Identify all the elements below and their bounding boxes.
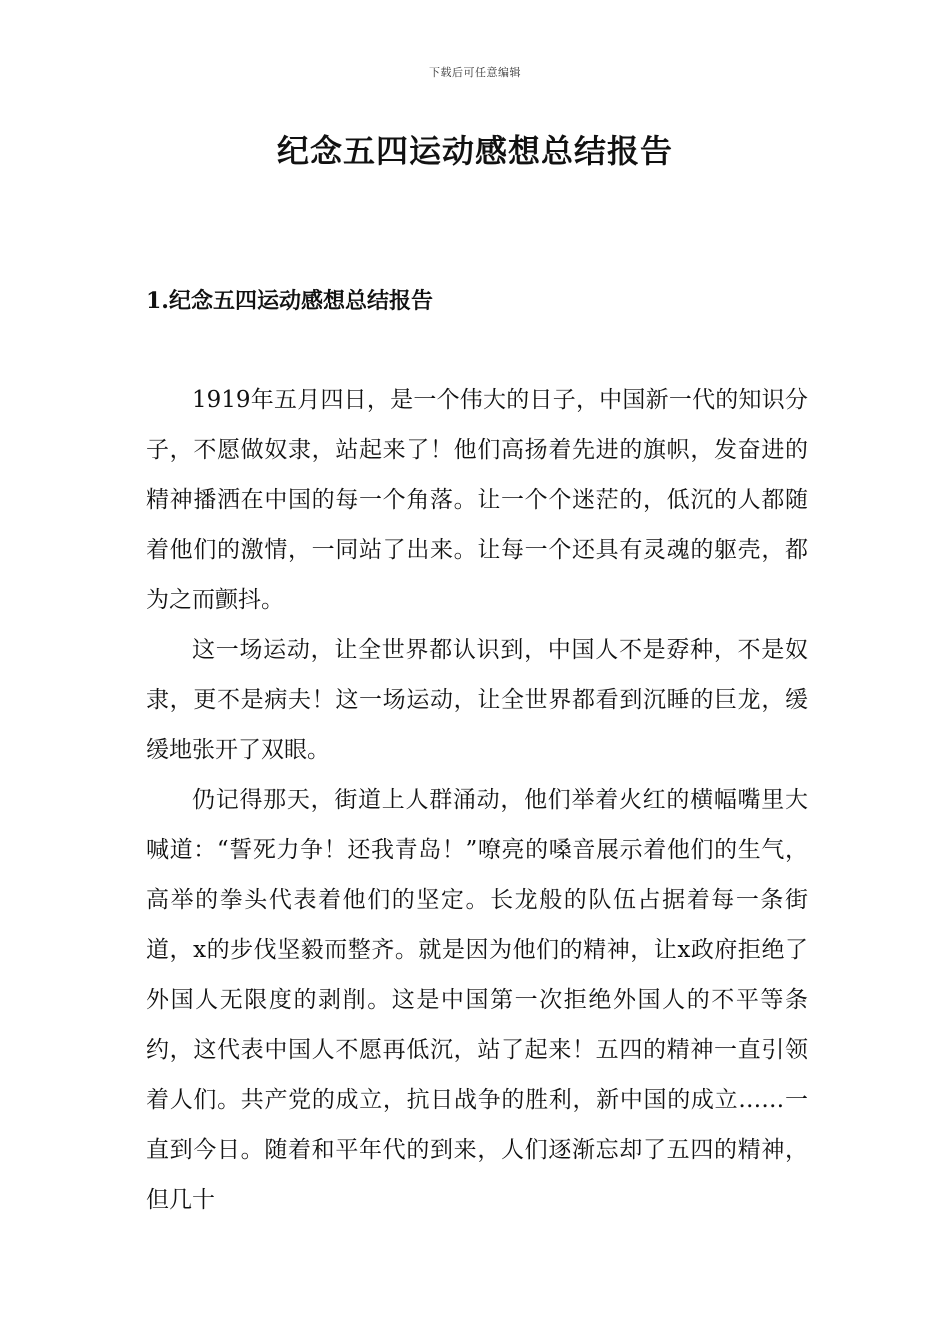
paragraph-2: 这一场运动，让全世界都认识到，中国人不是孬种，不是奴隶，更不是病夫！这一场运动，让全世界都看到沉睡的巨龙，缓缓地张开了双眼。: [146, 637, 808, 763]
document-title: 纪念五四运动感想总结报告: [276, 132, 673, 170]
paragraph-1: 1919年五月四日，是一个伟大的日子，中国新一代的知识分子，不愿做奴隶，站起来了！他们高扬着先进的旗帜，发奋进的精神播洒在中国的每一个角落。让一个个迷茫的，低沉的人都随着他们的激情，一同站了出来。让每一个还具有灵魂的躯壳，都为之而颤抖。: [146, 387, 808, 613]
paragraph-3: 仍记得那天，街道上人群涌动，他们举着火红的横幅嘴里大喊道：“誓死力争！还我青岛！”嘹亮的嗓音展示着他们的生气，高举的拳头代表着他们的坚定。长龙般的队伍占据着每一条街道，x的步伐坚毅而整齐。就是因为他们的精神，让x政府拒绝了外国人无限度的剥削。这是中国第一次拒绝外国人的不平等条约，这代表中国人不愿再低沉，站了起来！五四的精神一直引领着人们。共产党的成立，抗日战争的胜利，新中国的成立……一直到今日。随着和平年代的到来，人们逐渐忘却了五四的精神，但几十: [146, 787, 808, 1213]
section-heading: 1.纪念五四运动感想总结报告: [146, 288, 433, 314]
header-note: 下载后可任意编辑: [429, 66, 521, 79]
document-body: [146, 375, 808, 1225]
